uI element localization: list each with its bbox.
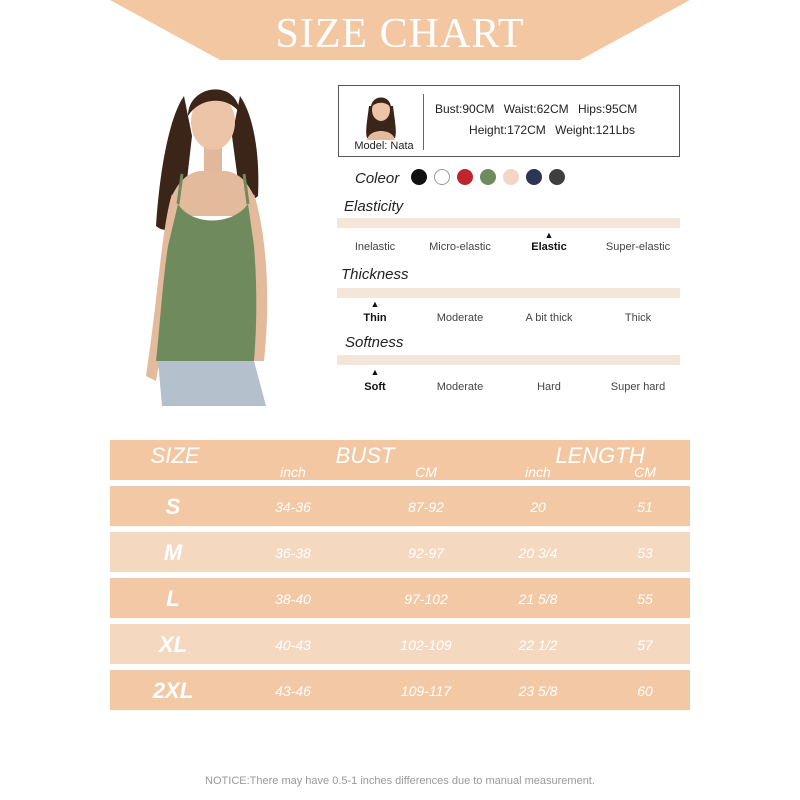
table-row <box>110 486 690 526</box>
length-cm-cell: 57 <box>637 637 653 653</box>
length-cm-cell: 60 <box>637 683 653 699</box>
color-swatch[interactable] <box>503 169 519 185</box>
bust-inch-cell: 34-36 <box>275 499 311 515</box>
color-swatch[interactable] <box>526 169 542 185</box>
bust-inch-cell: 38-40 <box>275 591 311 607</box>
size-cell: XL <box>158 632 188 657</box>
divider <box>423 94 424 150</box>
header-bust-inch: inch <box>280 464 306 480</box>
length-inch-cell: 23 5/8 <box>518 683 558 699</box>
color-label: Coleor <box>355 170 400 187</box>
elasticity-indicator-icon: ▲ <box>544 230 554 240</box>
model-stats <box>435 123 675 137</box>
length-cm-cell: 51 <box>637 499 653 515</box>
model-height: Height:172CM <box>469 123 546 137</box>
model-photo <box>132 76 292 406</box>
size-cell: 2XL <box>152 678 194 703</box>
length-inch-cell: 20 3/4 <box>518 545 558 561</box>
elasticity-option-selected: Elastic <box>531 241 567 253</box>
elasticity-title: Elasticity <box>344 198 404 215</box>
notice-text: NOTICE:There may have 0.5-1 inches differences due to manual measurement. <box>205 775 595 787</box>
length-cm-cell: 53 <box>637 545 653 561</box>
thickness-option: Moderate <box>436 312 484 324</box>
softness-bar <box>337 355 680 365</box>
softness-option: Moderate <box>436 381 484 393</box>
length-inch-cell: 21 5/8 <box>518 591 558 607</box>
table-row <box>110 670 690 710</box>
header-bust: BUST <box>335 443 395 468</box>
size-cell: M <box>163 540 183 565</box>
elasticity-option: Micro-elastic <box>429 241 491 253</box>
bust-cm-cell: 92-97 <box>408 545 444 561</box>
color-swatch[interactable] <box>457 169 473 185</box>
size-cell: S <box>165 494 181 519</box>
table-row <box>110 532 690 572</box>
bust-cm-cell: 102-109 <box>400 637 452 653</box>
title-banner <box>110 0 690 60</box>
model-weight: Weight:121Lbs <box>555 123 635 137</box>
model-bust: Bust:90CM <box>435 102 495 116</box>
header-bust-cm: CM <box>415 464 437 480</box>
table-row <box>110 578 690 618</box>
softness-option-selected: Soft <box>364 381 386 393</box>
length-inch-cell: 22 1/2 <box>518 637 558 653</box>
header-size: SIZE <box>150 443 200 468</box>
color-swatch[interactable] <box>549 169 565 185</box>
model-measurements <box>435 102 675 116</box>
softness-title: Softness <box>345 334 404 351</box>
size-cell: L <box>166 586 180 611</box>
model-hips: Hips:95CM <box>577 102 638 116</box>
length-inch-cell: 20 <box>530 499 546 515</box>
softness-indicator-icon: ▲ <box>370 367 380 377</box>
softness-option: Super hard <box>610 381 666 393</box>
thickness-title: Thickness <box>341 266 409 283</box>
bust-inch-cell: 36-38 <box>275 545 311 561</box>
color-swatches <box>411 169 565 185</box>
header-length-cm: CM <box>634 464 656 480</box>
model-waist: Waist:62CM <box>503 102 569 116</box>
header-length: LENGTH <box>555 443 645 468</box>
bust-inch-cell: 43-46 <box>275 683 311 699</box>
size-table-header <box>110 440 690 480</box>
elasticity-bar <box>337 218 680 228</box>
thickness-bar <box>337 288 680 298</box>
color-swatch[interactable] <box>434 169 450 185</box>
elasticity-option: Inelastic <box>354 241 396 253</box>
bust-cm-cell: 87-92 <box>408 499 444 515</box>
softness-option: Hard <box>537 381 561 393</box>
header-length-inch: inch <box>525 464 551 480</box>
bust-cm-cell: 97-102 <box>404 591 448 607</box>
page-title: SIZE CHART <box>275 11 525 57</box>
bust-inch-cell: 40-43 <box>275 637 311 653</box>
elasticity-option: Super-elastic <box>605 241 671 253</box>
color-swatch[interactable] <box>480 169 496 185</box>
thickness-option: Thick <box>624 312 652 324</box>
thickness-option: A bit thick <box>525 312 573 324</box>
thickness-indicator-icon: ▲ <box>370 299 380 309</box>
model-avatar <box>361 92 401 140</box>
color-swatch[interactable] <box>411 169 427 185</box>
model-name: Model: Nata <box>354 140 414 152</box>
length-cm-cell: 55 <box>637 591 653 607</box>
thickness-option-selected: Thin <box>363 312 387 324</box>
bust-cm-cell: 109-117 <box>400 683 452 699</box>
table-row <box>110 624 690 664</box>
model-info-box <box>338 85 680 157</box>
